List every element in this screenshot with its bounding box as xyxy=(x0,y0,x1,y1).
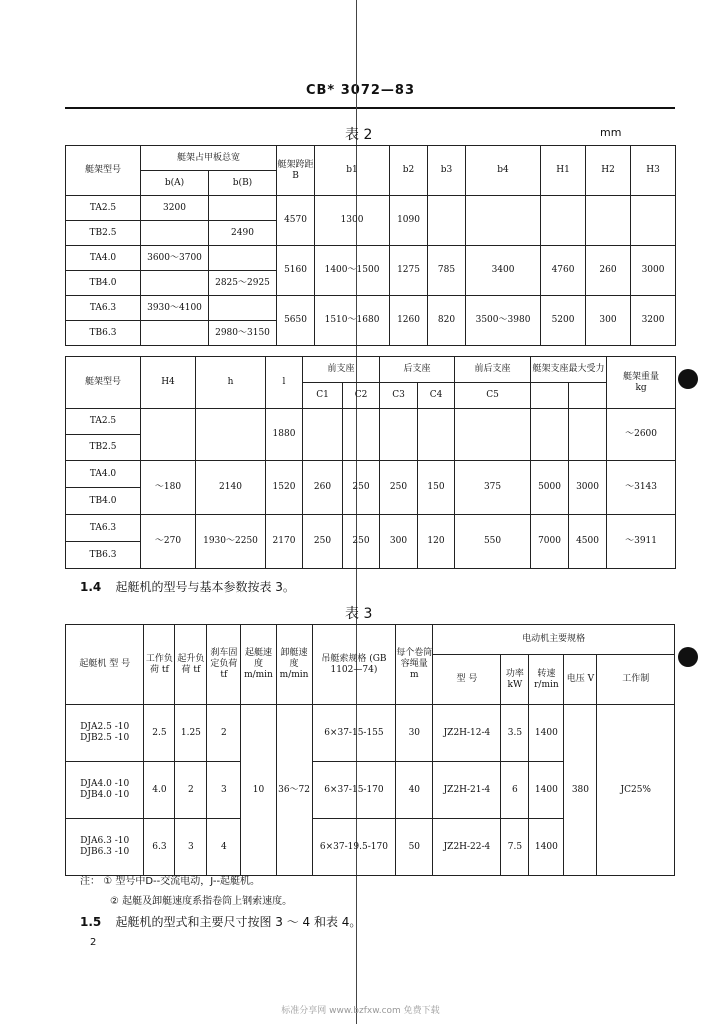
cell-power: 6 xyxy=(501,762,529,819)
cell-drum: 50 xyxy=(396,819,433,876)
cell-bB: 2980～3150 xyxy=(209,321,277,346)
table2-unit: mm xyxy=(600,126,622,139)
cell-b3: 820 xyxy=(428,296,466,346)
section-text: 起艇机的型号与基本参数按表 3。 xyxy=(115,580,295,594)
section-text: 起艇机的型式和主要尺寸按图 3 ～ 4 和表 4。 xyxy=(115,915,362,929)
cell-lower-speed: 36～72 xyxy=(276,705,312,876)
cell-bA xyxy=(141,221,209,246)
cell-C1: 260 xyxy=(303,461,343,515)
cell-l: 2170 xyxy=(266,515,303,569)
col-H1: H1 xyxy=(541,146,586,196)
cell-bA: 3930～4100 xyxy=(141,296,209,321)
cell-model-b: DJB2.5 -10 xyxy=(80,733,130,743)
cell-H3 xyxy=(631,196,676,246)
cell-h: 1930～2250 xyxy=(196,515,266,569)
cell-model-b: DJB4.0 -10 xyxy=(80,790,130,800)
cell-b4 xyxy=(466,196,541,246)
cell-lift-speed: 10 xyxy=(241,705,276,876)
cell-power: 3.5 xyxy=(501,705,529,762)
cell-model: TB6.3 xyxy=(66,542,141,569)
cell-H1: 5200 xyxy=(541,296,586,346)
cell-bB: 2825～2925 xyxy=(209,271,277,296)
col-lower-speed: 卸艇速度 m/min xyxy=(276,625,312,705)
cell-l: 1520 xyxy=(266,461,303,515)
cell-C2: 250 xyxy=(343,461,380,515)
cell-b2: 1260 xyxy=(390,296,428,346)
standard-number-header: CB* 3072—83 xyxy=(305,83,416,98)
cell-h: 2140 xyxy=(196,461,266,515)
section-1-5 xyxy=(80,913,361,930)
col-force-1 xyxy=(531,383,569,409)
cell-H1 xyxy=(541,196,586,246)
table-row xyxy=(66,461,676,488)
cell-C3 xyxy=(380,409,418,461)
cell-motor-model: JZ2H-12-4 xyxy=(433,705,501,762)
cell-model-a: DJA2.5 -10 xyxy=(80,722,130,732)
cell-weight: ～2600 xyxy=(607,409,676,461)
cell-model: TA4.0 xyxy=(66,246,141,271)
section-number: 1.4 xyxy=(80,580,102,594)
cell-models xyxy=(66,705,144,762)
table-row xyxy=(66,196,676,221)
punch-hole-top xyxy=(678,369,698,389)
cell-bB xyxy=(209,196,277,221)
cell-H3: 3000 xyxy=(631,246,676,296)
col-H3: H3 xyxy=(631,146,676,196)
cell-b3: 785 xyxy=(428,246,466,296)
col-b1: b1 xyxy=(315,146,390,196)
cell-C1 xyxy=(303,409,343,461)
col-voltage: 电压 V xyxy=(564,655,597,705)
cell-lift-load: 1.25 xyxy=(175,705,207,762)
col-b4: b4 xyxy=(466,146,541,196)
note-1: ① 型号中D--交流电动，J--起艇机。 xyxy=(103,876,261,887)
cell-force-1 xyxy=(531,409,569,461)
col-C4: C4 xyxy=(418,383,455,409)
cell-models xyxy=(66,819,144,876)
col-motor-model: 型 号 xyxy=(433,655,501,705)
cell-H4 xyxy=(141,409,196,461)
cell-b3 xyxy=(428,196,466,246)
section-1-4 xyxy=(80,578,295,595)
cell-C4 xyxy=(418,409,455,461)
col-C1: C1 xyxy=(303,383,343,409)
cell-model: TB2.5 xyxy=(66,221,141,246)
punch-hole-bottom xyxy=(678,647,698,667)
col-drum: 每个卷筒容绳量 m xyxy=(396,625,433,705)
cell-model-a: DJA4.0 -10 xyxy=(80,779,130,789)
cell-model: TA2.5 xyxy=(66,409,141,435)
cell-motor-model: JZ2H-22-4 xyxy=(433,819,501,876)
table2-top xyxy=(65,145,676,346)
cell-C2: 250 xyxy=(343,515,380,569)
table2-bottom xyxy=(65,356,676,569)
col-rpm: 转速 r/min xyxy=(529,655,564,705)
cell-rpm: 1400 xyxy=(529,705,564,762)
col-rope: 吊艇索规格 (GB 1102—74) xyxy=(312,625,396,705)
cell-b2: 1090 xyxy=(390,196,428,246)
col-C3: C3 xyxy=(380,383,418,409)
cell-C3: 250 xyxy=(380,461,418,515)
cell-lift-load: 3 xyxy=(175,819,207,876)
col-l: l xyxy=(266,357,303,409)
cell-bA xyxy=(141,271,209,296)
cell-C4: 150 xyxy=(418,461,455,515)
col-lift-speed: 起艇速度 m/min xyxy=(241,625,276,705)
col-power: 功率 kW xyxy=(501,655,529,705)
cell-model: TB6.3 xyxy=(66,321,141,346)
col-bB: b(B) xyxy=(209,171,277,196)
cell-duty: JC25% xyxy=(597,705,675,876)
cell-bB xyxy=(209,296,277,321)
cell-force-2 xyxy=(569,409,607,461)
cell-force-2: 4500 xyxy=(569,515,607,569)
col-H4: H4 xyxy=(141,357,196,409)
page-number: 2 xyxy=(90,937,97,948)
cell-b4: 3500～3980 xyxy=(466,296,541,346)
cell-model: TB4.0 xyxy=(66,271,141,296)
cell-C5: 375 xyxy=(455,461,531,515)
cell-bB: 2490 xyxy=(209,221,277,246)
cell-H2: 300 xyxy=(586,296,631,346)
col-weight-unit: kg xyxy=(635,382,647,393)
cell-drum: 40 xyxy=(396,762,433,819)
cell-H1: 4760 xyxy=(541,246,586,296)
col-b2: b2 xyxy=(390,146,428,196)
table2-caption: 表 2 xyxy=(345,127,373,143)
cell-model: TA6.3 xyxy=(66,515,141,542)
col-lift-load: 起升负荷 tf xyxy=(175,625,207,705)
cell-lift-load: 2 xyxy=(175,762,207,819)
cell-C2 xyxy=(343,409,380,461)
col-b3: b3 xyxy=(428,146,466,196)
cell-b2: 1275 xyxy=(390,246,428,296)
col-frontrear-support: 前后支座 xyxy=(455,357,531,383)
table-row xyxy=(66,246,676,271)
col-C5: C5 xyxy=(455,383,531,409)
cell-drum: 30 xyxy=(396,705,433,762)
col-model: 艇架型号 xyxy=(66,357,141,409)
cell-bA xyxy=(141,321,209,346)
cell-b1: 1400～1500 xyxy=(315,246,390,296)
table3 xyxy=(65,624,675,876)
notes-label: 注： xyxy=(80,876,100,887)
col-weight-label: 艇架重量 xyxy=(623,371,660,382)
cell-C5: 550 xyxy=(455,515,531,569)
cell-B: 4570 xyxy=(277,196,315,246)
col-front-support: 前支座 xyxy=(303,357,380,383)
cell-l: 1880 xyxy=(266,409,303,461)
col-duty: 工作制 xyxy=(597,655,675,705)
col-h: h xyxy=(196,357,266,409)
cell-C3: 300 xyxy=(380,515,418,569)
col-brake-load: 刹车固定负荷 tf xyxy=(207,625,241,705)
note-2: ② 起艇及卸艇速度系指卷筒上钢索速度。 xyxy=(110,896,293,907)
cell-C5 xyxy=(455,409,531,461)
cell-model: TA6.3 xyxy=(66,296,141,321)
col-bA: b(A) xyxy=(141,171,209,196)
cell-brake-load: 4 xyxy=(207,819,241,876)
cell-model: TA4.0 xyxy=(66,461,141,488)
cell-rope: 6×37-19.5-170 xyxy=(312,819,396,876)
table-row xyxy=(66,515,676,542)
cell-weight: ～3911 xyxy=(607,515,676,569)
cell-h xyxy=(196,409,266,461)
col-work-load: 工作负荷 tf xyxy=(144,625,175,705)
cell-model: TB4.0 xyxy=(66,488,141,515)
cell-model-a: DJA6.3 -10 xyxy=(80,836,130,846)
col-weight xyxy=(607,357,676,409)
cell-C4: 120 xyxy=(418,515,455,569)
cell-H3: 3200 xyxy=(631,296,676,346)
cell-weight: ～3143 xyxy=(607,461,676,515)
cell-model: TA2.5 xyxy=(66,196,141,221)
cell-b1: 1510～1680 xyxy=(315,296,390,346)
cell-bB xyxy=(209,246,277,271)
cell-H4: ～270 xyxy=(141,515,196,569)
cell-work-load: 6.3 xyxy=(144,819,175,876)
cell-voltage: 380 xyxy=(564,705,597,876)
cell-model-b: DJB6.3 -10 xyxy=(80,847,130,857)
col-rear-support: 后支座 xyxy=(380,357,455,383)
col-H2: H2 xyxy=(586,146,631,196)
cell-models xyxy=(66,762,144,819)
cell-model: TB2.5 xyxy=(66,435,141,461)
table3-caption: 表 3 xyxy=(345,606,373,622)
cell-power: 7.5 xyxy=(501,819,529,876)
col-C2: C2 xyxy=(343,383,380,409)
section-number: 1.5 xyxy=(80,915,102,929)
cell-force-1: 5000 xyxy=(531,461,569,515)
cell-work-load: 2.5 xyxy=(144,705,175,762)
table-row xyxy=(66,409,676,435)
cell-brake-load: 2 xyxy=(207,705,241,762)
cell-rpm: 1400 xyxy=(529,819,564,876)
cell-H2 xyxy=(586,196,631,246)
col-width-group: 艇架占甲板总宽 xyxy=(141,146,277,171)
cell-B: 5160 xyxy=(277,246,315,296)
cell-motor-model: JZ2H-21-4 xyxy=(433,762,501,819)
cell-H4: ～180 xyxy=(141,461,196,515)
cell-force-2: 3000 xyxy=(569,461,607,515)
table-row xyxy=(66,296,676,321)
col-max-force: 艇架支座最大受力 xyxy=(531,357,607,383)
cell-b1: 1300 xyxy=(315,196,390,246)
col-model: 起艇机 型 号 xyxy=(66,625,144,705)
watermark-footer: 标准分享网 www.bzfxw.com 免费下载 xyxy=(281,1006,440,1016)
cell-H2: 260 xyxy=(586,246,631,296)
cell-bA: 3200 xyxy=(141,196,209,221)
cell-rope: 6×37-15-155 xyxy=(312,705,396,762)
cell-C1: 250 xyxy=(303,515,343,569)
cell-b4: 3400 xyxy=(466,246,541,296)
cell-bA: 3600～3700 xyxy=(141,246,209,271)
cell-brake-load: 3 xyxy=(207,762,241,819)
notes xyxy=(80,872,260,887)
cell-B: 5650 xyxy=(277,296,315,346)
cell-rpm: 1400 xyxy=(529,762,564,819)
cell-force-1: 7000 xyxy=(531,515,569,569)
header-rule xyxy=(65,107,675,109)
cell-rope: 6×37-15-170 xyxy=(312,762,396,819)
table-row xyxy=(66,705,675,762)
col-force-2 xyxy=(569,383,607,409)
cell-work-load: 4.0 xyxy=(144,762,175,819)
col-model: 艇架型号 xyxy=(66,146,141,196)
col-motor-group: 电动机主要规格 xyxy=(433,625,675,655)
col-B: 艇架跨距 B xyxy=(277,146,315,196)
